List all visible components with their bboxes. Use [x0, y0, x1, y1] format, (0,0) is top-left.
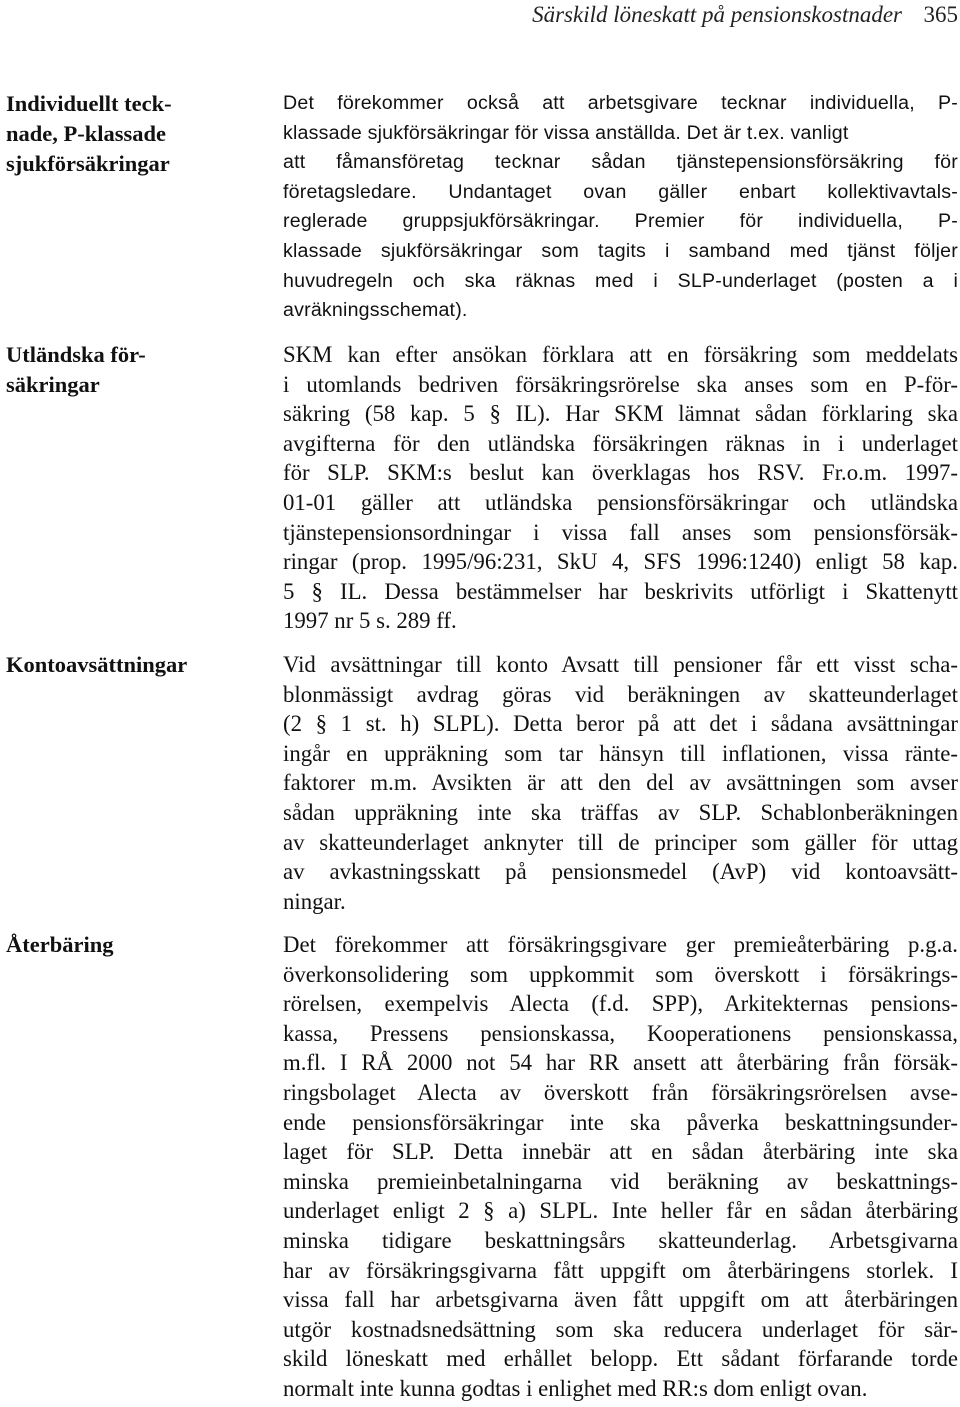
text-line: minska premieinbetalningarna vid beräkning av beskattnings-: [283, 1168, 958, 1194]
text-line: av skatteunderlaget anknyter till de principer som gäller för uttag: [283, 829, 958, 855]
text-line: säkring (58 kap. 5 § IL). Har SKM lämnat sådan förklaring ska: [283, 401, 958, 427]
text-line: företagsledare. Undantaget ovan gäller enbart kollektivavtals-: [283, 180, 958, 203]
margin-heading-line: sjukförsäkringar: [6, 151, 170, 176]
text-line: huvudregeln och ska räknas med i SLP-underlaget (posten a i: [283, 269, 958, 292]
margin-heading-kontoavsattningar: [6, 650, 228, 680]
paragraph-utlandska-forsakringar: [283, 340, 958, 636]
text-line: ringsbolaget Alecta av överskott från försäkringsrörelsen avse-: [283, 1079, 958, 1105]
text-line: ende pensionsförsäkringar inte ska påverka beskattningsunder-: [283, 1109, 958, 1135]
text-line: klassade sjukförsäkringar som tagits i samband med tjänst följer: [283, 239, 958, 262]
margin-heading-line: Individuellt teck-: [6, 91, 172, 116]
text-line: 5 § IL. Dessa bestämmelser har beskrivits utförligt i Skattenytt: [283, 578, 958, 604]
text-line: Det förekommer också att arbetsgivare tecknar individuella, P-: [283, 92, 958, 114]
text-line: (2 § 1 st. h) SLPL). Detta beror på att det i sådana avsättningar: [283, 711, 958, 737]
margin-heading-line: Utländska för-: [6, 342, 146, 367]
text-line: avgifterna för den utländska försäkringen räknas in i underlaget: [283, 430, 958, 456]
text-line: m.fl. I RÅ 2000 not 54 har RR ansett att återbäring från försäk-: [283, 1050, 958, 1076]
text-line: sådan uppräkning inte ska träffas av SLP. Schablonberäkningen: [283, 799, 958, 825]
text-line: överkonsolidering som uppkommit som överskott i försäkrings-: [283, 961, 958, 987]
text-line: 1997 nr 5 s. 289 ff.: [283, 608, 457, 634]
text-line: har av försäkringsgivarna fått uppgift om återbäringens storlek. I: [283, 1257, 958, 1283]
text-line: underlaget enligt 2 § a) SLPL. Inte heller får en sådan återbäring: [283, 1198, 958, 1224]
text-line: laget för SLP. Detta innebär att en sådan återbäring inte ska: [283, 1139, 958, 1165]
text-line: ringar (prop. 1995/96:231, SkU 4, SFS 1996:1240) enligt 58 kap.: [283, 549, 958, 575]
text-line: ingår en uppräkning som tar hänsyn till inflationen, vissa ränte-: [283, 740, 958, 766]
text-line: avräkningsschemat).: [283, 299, 468, 322]
paragraph-individuella-sjukforsakringar: [283, 89, 958, 326]
text-line: för SLP. SKM:s beslut kan överklagas hos RSV. Fr.o.m. 1997-: [283, 460, 958, 486]
page-number: 365: [923, 2, 958, 27]
text-line: faktorer m.m. Avsikten är att den del av avsättningen som avser: [283, 770, 958, 796]
text-line: ningar.: [283, 888, 346, 914]
text-line: rörelsen, exempelvis Alecta (f.d. SPP), Arkitekternas pensions-: [283, 991, 958, 1017]
text-line: Vid avsättningar till konto Avsatt till pensioner får ett visst scha-: [283, 652, 958, 677]
text-line: klassade sjukförsäkringar för vissa anställda. Det är t.ex. vanligt: [283, 121, 849, 144]
running-header-title: Särskild löneskatt på pensionskostnader: [532, 2, 902, 27]
text-line: 01-01 gäller att utländska pensionsförsäkringar och utländska: [283, 489, 958, 515]
margin-heading-line: Återbäring: [6, 932, 114, 957]
paragraph-aterbaring: [283, 930, 958, 1404]
text-line: normalt inte kunna godtas i enlighet med RR:s dom enligt ovan.: [283, 1375, 868, 1401]
paragraph-kontoavsattningar: [283, 650, 958, 916]
text-line: reglerade gruppsjukförsäkringar. Premier för individuella, P-: [283, 210, 958, 233]
text-line: av avkastningsskatt på pensionsmedel (AvP) vid kontoavsätt-: [283, 859, 958, 885]
running-header: [0, 0, 960, 38]
text-line: skild löneskatt med erhållet belopp. Ett sådant förfarande torde: [283, 1346, 958, 1372]
text-line: utgör kostnadsnedsättning som ska reducera underlaget för sär-: [283, 1316, 958, 1342]
margin-heading-line: nade, P-klassade: [6, 121, 167, 146]
text-line: Det förekommer att försäkringsgivare ger premieåterbäring p.g.a.: [283, 932, 958, 957]
margin-heading-line: Kontoavsättningar: [6, 652, 188, 677]
text-line: vissa fall har arbetsgivarna även fått uppgift om att återbäringen: [283, 1287, 958, 1313]
margin-heading-utlandska-forsakringar: [6, 340, 228, 400]
margin-heading-line: säkringar: [6, 372, 100, 397]
text-line: i utomlands bedriven försäkringsrörelse ska anses som en P-för-: [283, 371, 958, 397]
text-line: minska tidigare beskattningsårs skatteunderlag. Arbetsgivarna: [283, 1227, 958, 1253]
text-line: SKM kan efter ansökan förklara att en försäkring som meddelats: [283, 342, 958, 367]
margin-heading-individuella-sjukforsakringar: [6, 89, 228, 179]
text-line: tjänstepensionsordningar i vissa fall anses som pensionsförsäk-: [283, 519, 958, 545]
text-line: blonmässigt avdrag göras vid beräkningen av skatteunderlaget: [283, 681, 958, 707]
text-line: kassa, Pressens pensionskassa, Kooperationens pensionskassa,: [283, 1020, 958, 1046]
text-line: att fåmansföretag tecknar sådan tjänstepensionsförsäkring för: [283, 151, 958, 174]
margin-heading-aterbaring: [6, 930, 228, 960]
